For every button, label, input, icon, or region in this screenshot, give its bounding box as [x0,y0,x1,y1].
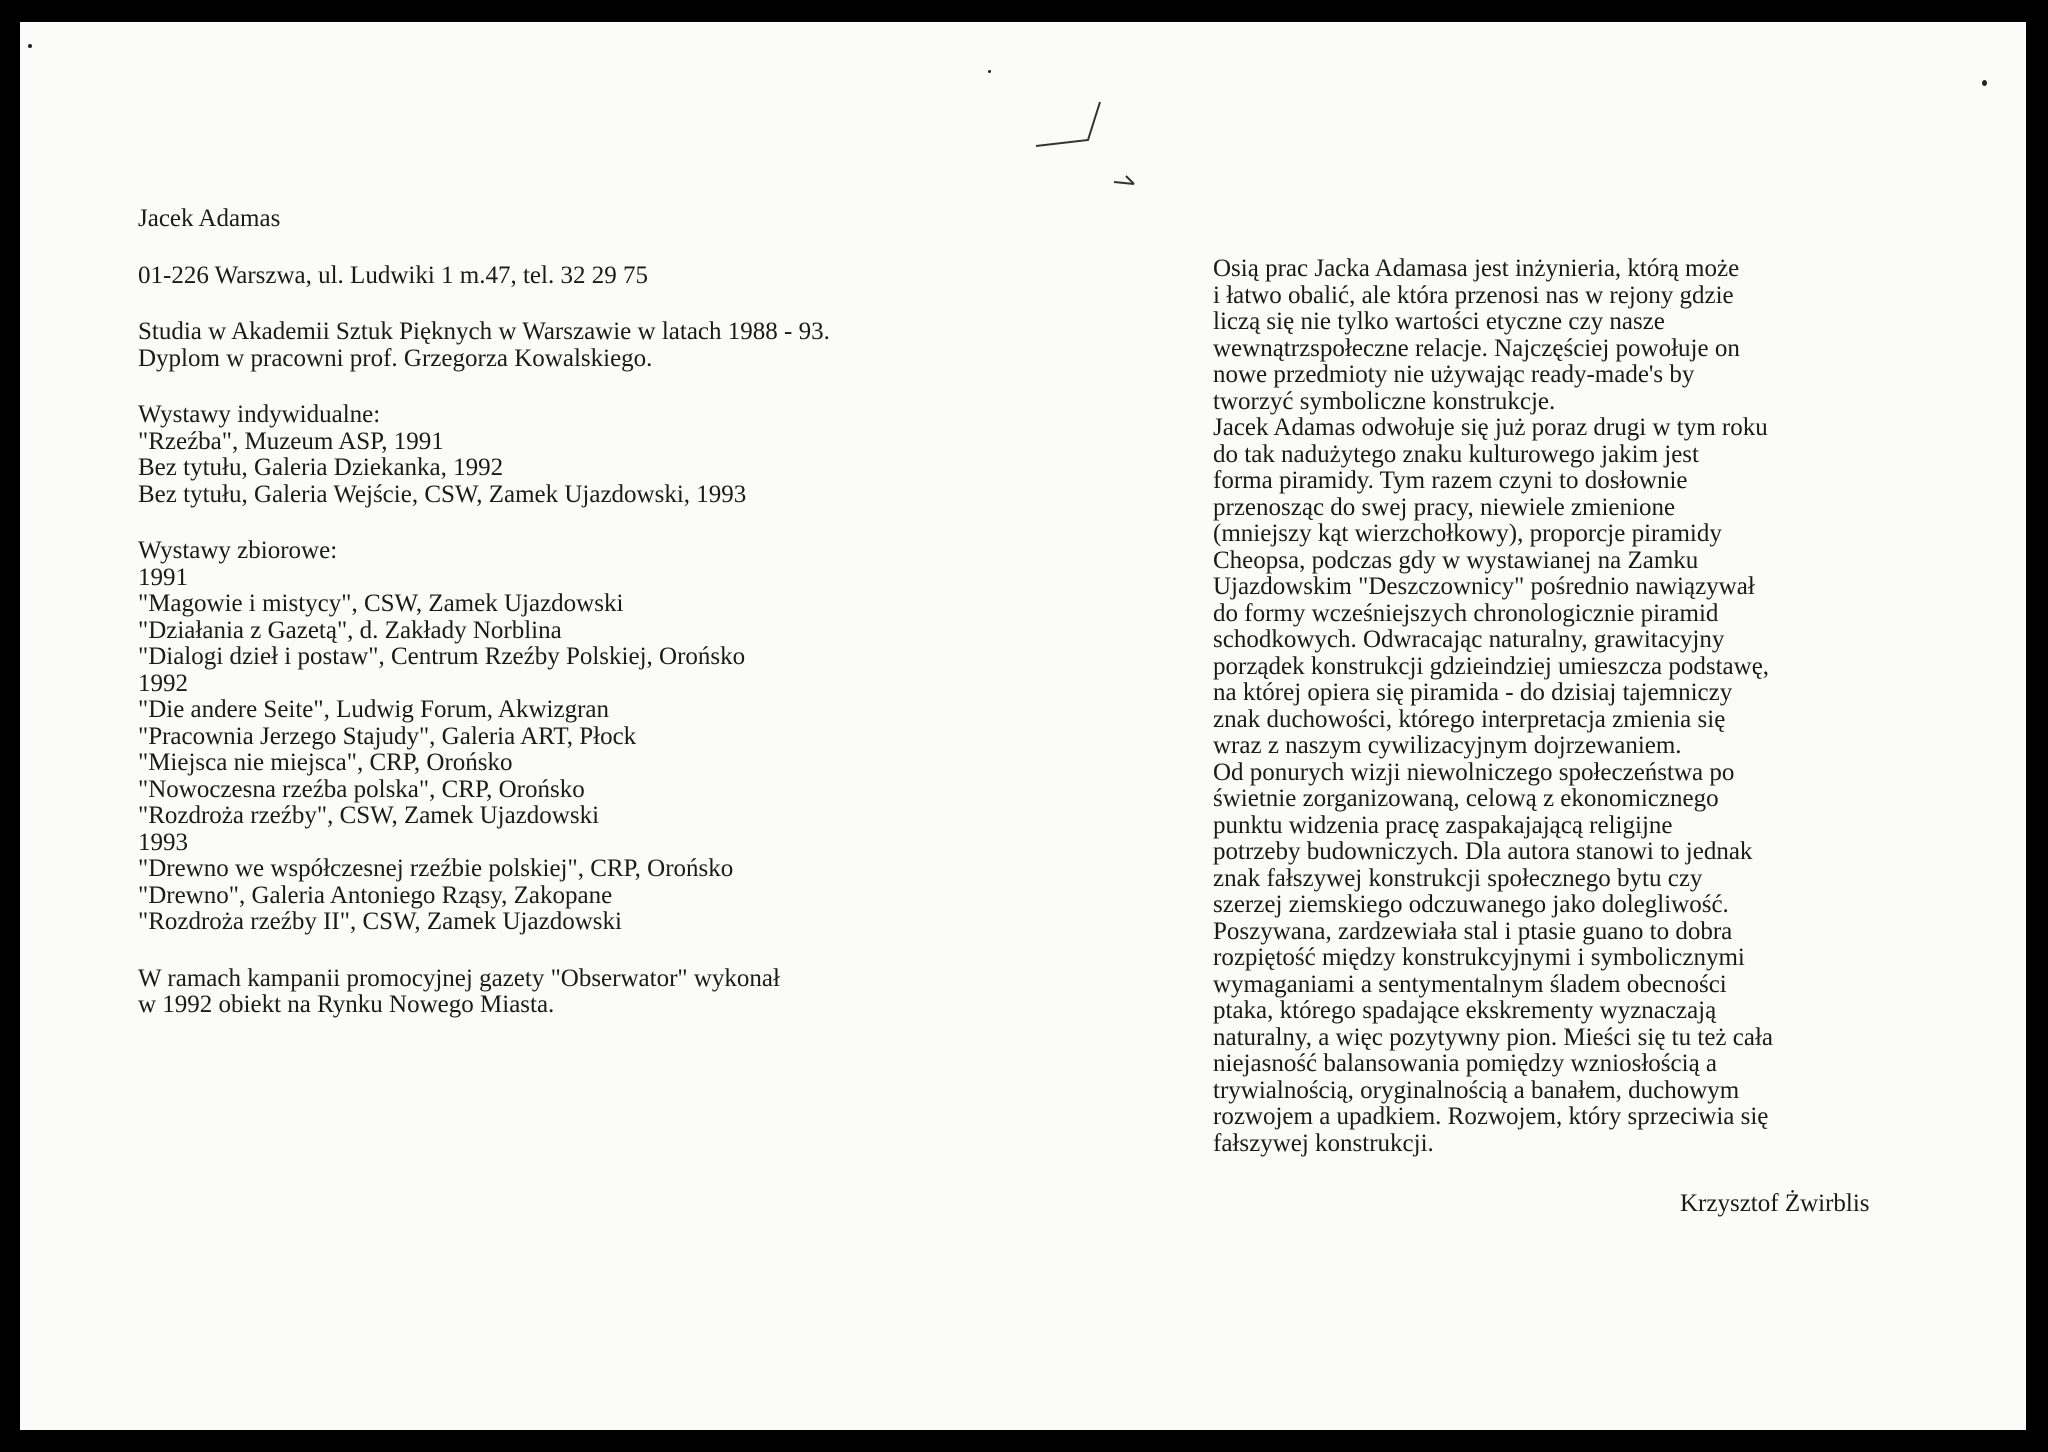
exhibition-item: "Die andere Seite", Ludwig Forum, Akwizgran [138,696,609,723]
pen-stroke-mark [1030,100,1110,180]
essay-line: Poszywana, zardzewiała stal i ptasie guano to dobra [1213,917,1733,945]
exhibition-item: "Dialogi dzieł i postaw", Centrum Rzeźby Polskiej, Orońsko [138,643,746,670]
exhibition-item: "Rozdroża rzeźby II", CSW, Zamek Ujazdowski [138,908,622,935]
essay-line: rozwojem a upadkiem. Rozwojem, który sprzeciwia się [1213,1103,1769,1130]
essay-line: naturalny, a więc pozytywny pion. Mieści się tu też cała [1213,1023,1773,1051]
essay-line: trywialnością, oryginalnością a banałem, duchowym [1213,1076,1740,1104]
exhibition-item: "Rozdroża rzeźby", CSW, Zamek Ujazdowski [138,802,600,829]
essay-line: schodkowych. Odwracając naturalny, grawitacyjny [1213,626,1725,653]
individual-exhibitions-heading: Wystawy indywidualne: [138,401,381,428]
essay-line: punktu widzenia pracę zaspakajającą religijne [1213,811,1673,839]
artist-cv [138,206,1098,1019]
essay-line: Ujazdowskim "Deszczownicy" pośrednio nawiązywał [1213,573,1755,600]
essay-line: porządek konstrukcji gdzieindziej umieszcza podstawę, [1213,652,1770,680]
essay-line: Od ponurych wizji niewolniczego społeczeństwa po [1213,758,1735,786]
essay-line: do tak nadużytego znaku kulturowego jakim jest [1213,440,1699,468]
campaign-line: W ramach kampanii promocyjnej gazety "Obserwator" wykonał [138,964,780,992]
essay-line: przenosząc do swej pracy, niewiele zmienione [1213,493,1676,521]
essay-line: znak duchowości, którego interpretacja zmienia się [1213,705,1726,733]
exhibition-item: Bez tytułu, Galeria Wejście, CSW, Zamek Ujazdowski, 1993 [138,480,747,508]
essay-line: ptaka, którego spadające ekskrementy wyznaczają [1213,997,1717,1024]
exhibition-year: 1993 [138,828,188,856]
arrow-mark [1112,172,1142,192]
exhibition-item: "Rzeźba", Muzeum ASP, 1991 [138,427,444,455]
exhibition-item: "Nowoczesna rzeźba polska", CRP, Orońsko [138,775,585,803]
document-page [20,22,2026,1430]
exhibition-item: "Drewno", Galeria Antoniego Rząsy, Zakopane [138,881,613,909]
essay-line: rozpiętość między konstrukcyjnymi i symbolicznymi [1213,944,1745,971]
essay-line: na której opiera się piramida - do dzisiaj tajemniczy [1213,679,1733,706]
essay-line: wewnątrzspołeczne relacje. Najczęściej powołuje on [1213,334,1740,362]
artist-name: Jacek Adamas [138,205,281,232]
speck-mark [28,44,32,48]
essay-line: niejasność balansowania pomiędzy wzniosłością a [1213,1050,1718,1077]
essay-line: wraz z naszym cywilizacyjnym dojrzewaniem. [1213,732,1682,759]
essay-line: znak fałszywej konstrukcji społecznego bytu czy [1213,864,1703,892]
essay-line: Cheopsa, podczas gdy w wystawianej na Zamku [1213,546,1699,574]
essay-line: do formy wcześniejszych chronologicznie piramid [1213,599,1719,627]
speck-mark [988,70,991,73]
essay-line: potrzeby budowniczych. Dla autora stanowi to jednak [1213,838,1753,865]
exhibition-item: "Pracownia Jerzego Stajudy", Galeria ART, Płock [138,722,637,750]
exhibition-item: Bez tytułu, Galeria Dziekanka, 1992 [138,454,504,481]
exhibition-item: "Drewno we współczesnej rzeźbie polskiej", CRP, Orońsko [138,855,734,882]
essay-line: i łatwo obalić, ale która przenosi nas w rejony gdzie [1213,281,1734,309]
essay-line: nowe przedmioty nie używając ready-made's by [1213,361,1695,388]
essay-line: świetnie zorganizowaną, celową z ekonomicznego [1213,785,1719,812]
essay-line: forma piramidy. Tym razem czyni to dosłownie [1213,467,1688,494]
group-exhibitions-heading: Wystawy zbiorowe: [138,537,338,564]
education-line: Studia w Akademii Sztuk Pięknych w Warszawie w latach 1988 - 93. [138,318,830,345]
exhibition-year: 1992 [138,669,188,697]
speck-mark [1982,80,1987,86]
essay-line: Jacek Adamas odwołuje się już poraz drugi w tym roku [1213,414,1768,441]
essay-line: (mniejszy kąt wierzchołkowy), proporcje piramidy [1213,520,1722,547]
artist-address: 01-226 Warszwa, ul. Ludwiki 1 m.47, tel. 32 29 75 [138,261,648,289]
critical-essay [1213,256,1933,1157]
exhibition-item: "Magowie i mistycy", CSW, Zamek Ujazdowski [138,590,624,617]
essay-line: tworzyć symboliczne konstrukcje. [1213,387,1556,415]
essay-line: liczą się nie tylko wartości etyczne czy nasze [1213,308,1665,335]
essay-line: fałszywej konstrukcji. [1213,1129,1434,1157]
exhibition-year: 1991 [138,563,188,591]
education-line: Dyplom w pracowni prof. Grzegorza Kowalskiego. [138,344,653,372]
essay-signature: Krzysztof Żwirblis [1680,1190,1870,1217]
campaign-line: w 1992 obiekt na Rynku Nowego Miasta. [138,991,555,1018]
essay-line: szerzej ziemskiego odczuwanego jako dolegliwość. [1213,891,1729,918]
essay-line: wymaganiami a sentymentalnym śladem obecności [1213,970,1727,998]
exhibition-item: "Miejsca nie miejsca", CRP, Orońsko [138,749,513,776]
essay-line: Osią prac Jacka Adamasa jest inżynieria, którą może [1213,255,1740,282]
exhibition-item: "Działania z Gazetą", d. Zakłady Norblina [138,616,562,644]
